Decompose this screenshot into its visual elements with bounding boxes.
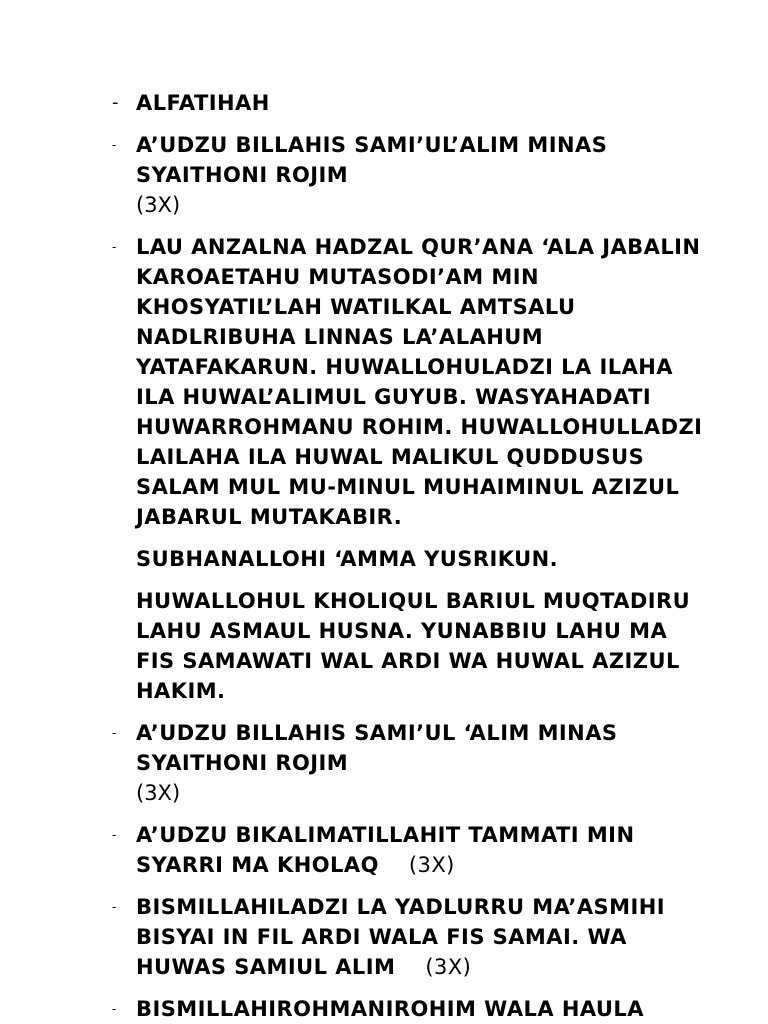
item-text: BISMILLAHIROHMANIROHIM WALA HAULA (136, 997, 644, 1021)
bullet-dash: - (112, 900, 117, 914)
bullet-dash: - (112, 1002, 117, 1016)
bullet-dash: - (112, 240, 117, 254)
bullet-dash: - (112, 726, 117, 740)
item-text-body: A’UDZU BIKALIMATILLAHIT TAMMATI MIN SYARRI MA KHOLAQ (136, 823, 635, 877)
repeat-count: (3X) (136, 781, 181, 805)
item-text (136, 820, 752, 880)
list-item (112, 88, 752, 118)
paragraph-text: SUBHANALLOHI ‘AMMA YUSRIKUN. (136, 547, 559, 571)
list-item (112, 232, 752, 532)
repeat-count: (3X) (425, 955, 472, 979)
list-item (112, 892, 752, 982)
paragraph (112, 544, 752, 574)
repeat-count: (3X) (408, 853, 455, 877)
item-text-body: BISMILLAHILADZI LA YADLURRU MA’ASMIHI BISYAI IN FIL ARDI WALA FIS SAMAI. WA HUWAS SAMIUL ALIM (136, 895, 666, 979)
list-item (112, 130, 752, 220)
item-text: A’UDZU BILLAHIS SAMI’UL ‘ALIM MINAS SYAITHONI ROJIM (136, 721, 618, 775)
item-text: LAU ANZALNA HADZAL QUR’ANA ‘ALA JABALIN KAROAETAHU MUTASODI’AM MIN KHOSYATIL’LAH WATILKAL AMTSALU NADLRIBUHA LINNAS LA’ALAHUM YATAFAKARUN. HUWALLOHULADZI LA ILAHA ILA HUWAL’ALIMUL GUYUB. WASYAHADATI HUWARROHMANU ROHIM. HUWALLOHULLADZI LAILAHA ILA HUWAL MALIKUL QUDDUSUS SALAM MUL MU-MINUL MUHAIMINUL AZIZUL JABARUL MUTAKABIR. (136, 235, 703, 529)
list-item (112, 994, 752, 1024)
bullet-dash: - (112, 92, 119, 113)
prayer-list (112, 88, 752, 1024)
item-text (136, 892, 752, 982)
repeat-count: (3X) (136, 193, 181, 217)
bullet-dash: - (112, 828, 117, 842)
paragraph (112, 586, 752, 706)
item-text: A’UDZU BILLAHIS SAMI’UL’ALIM MINAS SYAITHONI ROJIM (136, 133, 608, 187)
list-item (112, 718, 752, 808)
list-item (112, 820, 752, 880)
item-text: ALFATIHAH (136, 91, 270, 115)
paragraph-text: HUWALLOHUL KHOLIQUL BARIUL MUQTADIRU LAHU ASMAUL HUSNA. YUNABBIU LAHU MA FIS SAMAWATI WAL ARDI WA HUWAL AZIZUL HAKIM. (136, 589, 691, 703)
bullet-dash: - (112, 138, 117, 152)
